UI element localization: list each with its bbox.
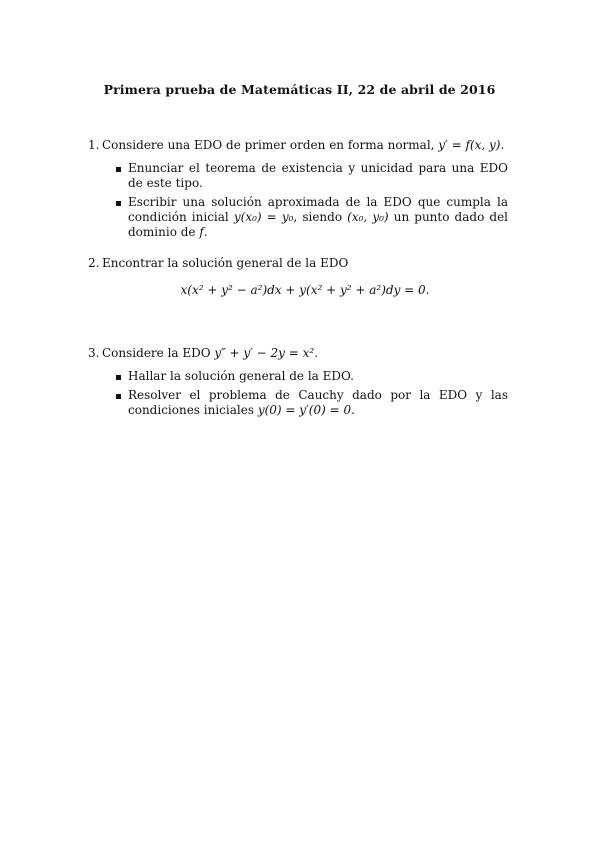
bullet-icon: [116, 394, 121, 399]
problem-statement: [102, 346, 508, 361]
list-item-text: Resolver el problema de Cauchy dado por la EDO y las condiciones iniciales: [128, 388, 508, 417]
list-item-text: Hallar la solución general de la EDO.: [128, 369, 354, 383]
display-equation: x(x² + y² − a²)dx + y(x² + y² + a²)dy = 0.: [180, 283, 430, 297]
list-item-text: Escribir una solución aproximada de la EDO que cumpla la condición inicial: [128, 195, 508, 224]
statement-math: y″ + y′ − 2y = x²: [214, 346, 315, 360]
list-item-math: (x₀, y₀): [347, 210, 389, 224]
problem-number: 3.: [88, 346, 100, 360]
list-item-math: f: [199, 225, 204, 239]
problem-3: [88, 346, 508, 430]
statement-math: y′ = f(x, y): [438, 138, 501, 152]
bullet-icon: [116, 167, 121, 172]
problem-number: 2.: [88, 256, 100, 270]
list-item: [114, 388, 508, 418]
list-item-text: un punto dado del dominio de: [128, 210, 509, 239]
page-title: Primera prueba de Matemáticas II, 22 de abril de 2016: [103, 82, 496, 97]
list-item-text: , siendo: [293, 210, 348, 224]
problem-statement: [102, 138, 508, 153]
statement-end: .: [500, 138, 505, 152]
bullet-list: [114, 161, 508, 240]
list-item-math: y(0) = y′(0) = 0: [257, 403, 352, 417]
problem-2: [88, 256, 508, 298]
problem-1: [88, 138, 508, 252]
list-item: [114, 161, 508, 191]
statement-text: Considere la EDO: [102, 346, 215, 360]
list-item: [114, 195, 508, 240]
bullet-list: [114, 369, 508, 418]
problem-statement: Encontrar la solución general de la EDO: [102, 256, 349, 270]
statement-text: Considere una EDO de primer orden en forma normal,: [102, 138, 439, 152]
statement-end: .: [314, 346, 319, 360]
problem-number: 1.: [88, 138, 100, 152]
list-item-text: Enunciar el teorema de existencia y unicidad para una EDO de este tipo.: [128, 161, 508, 190]
bullet-icon: [116, 201, 121, 206]
list-item-text: .: [351, 403, 355, 417]
list-item-math: y(x₀) = y₀: [233, 210, 294, 224]
list-item-text: .: [203, 225, 208, 239]
list-item: [114, 369, 508, 384]
bullet-icon: [116, 375, 121, 380]
